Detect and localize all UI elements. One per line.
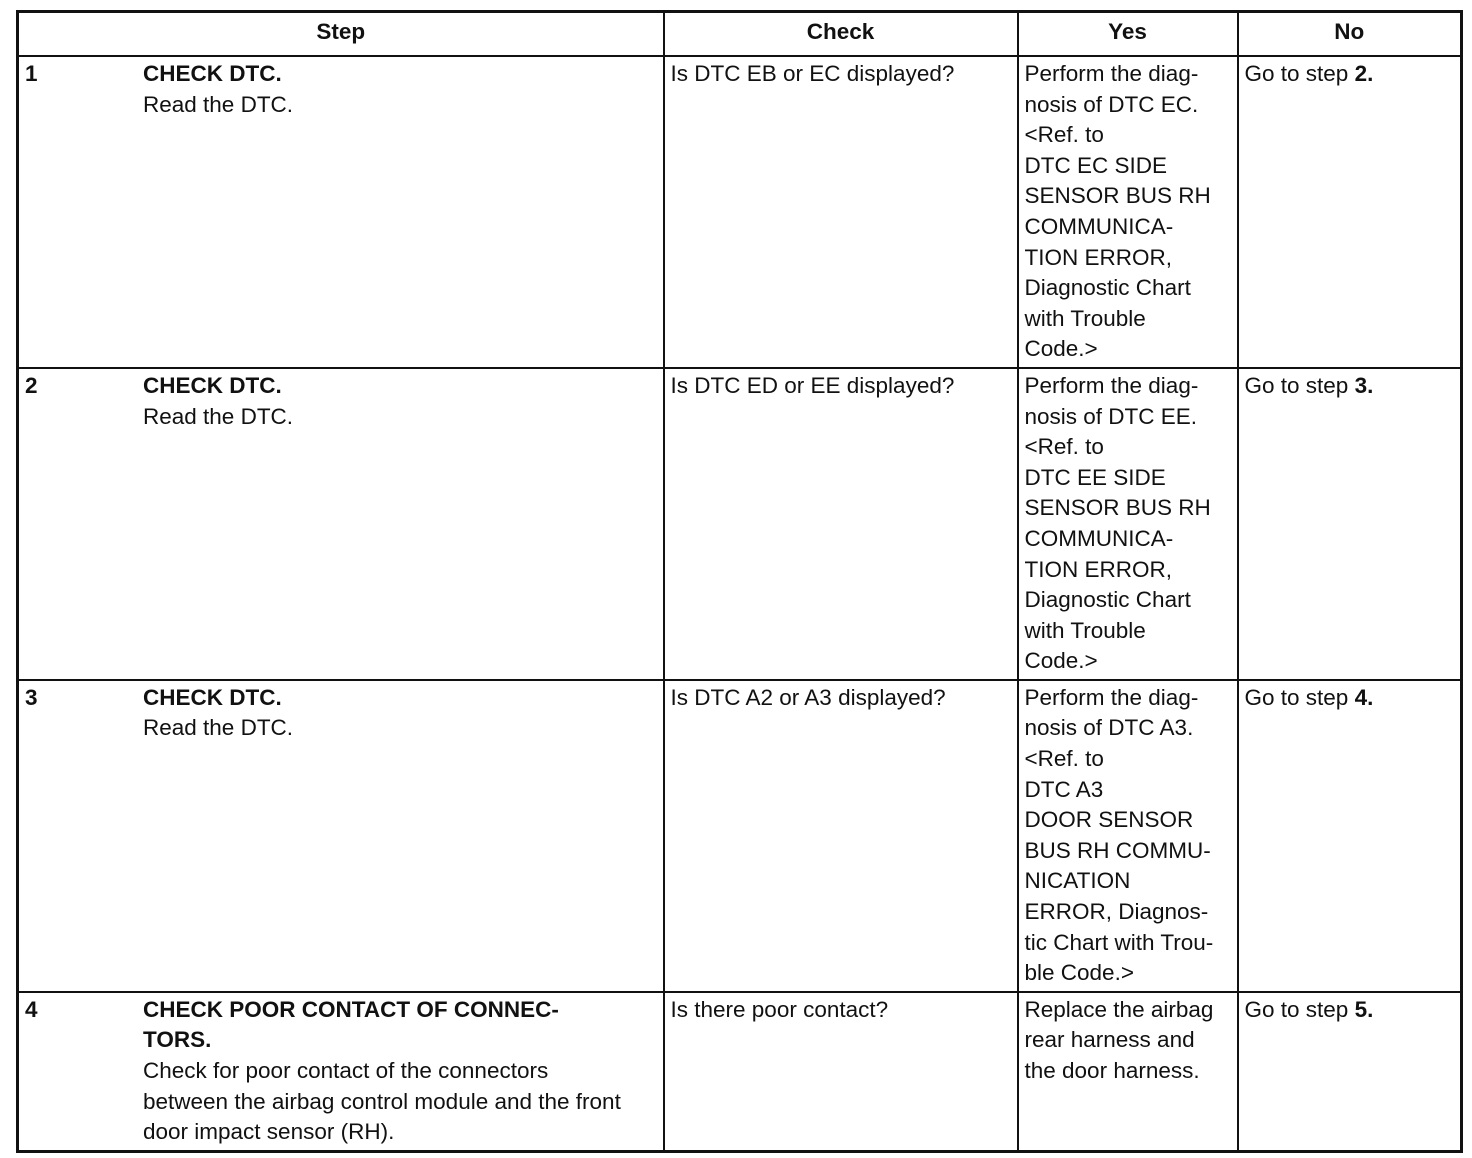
yes-line: with Trouble bbox=[1024, 305, 1146, 331]
yes-line: Perform the diag- bbox=[1024, 61, 1199, 86]
yes-line: DTC EE SIDE bbox=[1024, 464, 1166, 490]
header-row bbox=[18, 12, 1462, 57]
yes-line: Replace the airbag bbox=[1024, 996, 1214, 1022]
yes-line: TION ERROR, bbox=[1024, 556, 1173, 582]
step-description: Check for poor contact of the connectors bbox=[143, 1058, 549, 1083]
check-cell: Is there poor contact? bbox=[664, 992, 1018, 1151]
yes-line: <Ref. to bbox=[1024, 746, 1104, 772]
yes-line: Perform the diag- bbox=[1024, 372, 1199, 398]
header-no: No bbox=[1238, 12, 1462, 57]
header-check: Check bbox=[664, 12, 1018, 57]
no-goto-text: Go to step bbox=[1244, 996, 1355, 1022]
yes-line: Diagnostic Chart bbox=[1024, 275, 1191, 301]
yes-line: SENSOR BUS RH bbox=[1024, 495, 1211, 521]
step-cell bbox=[18, 680, 664, 992]
yes-line: Diagnostic Chart bbox=[1024, 587, 1191, 613]
yes-line: COMMUNICA- bbox=[1024, 213, 1174, 239]
yes-line: <Ref. to bbox=[1024, 434, 1104, 460]
no-goto-text: Go to step bbox=[1244, 372, 1355, 398]
step-title: TORS. bbox=[143, 1027, 212, 1053]
step-cell bbox=[18, 992, 664, 1151]
yes-line: TION ERROR, bbox=[1024, 244, 1173, 270]
step-description: Read the DTC. bbox=[143, 715, 294, 741]
yes-line: SENSOR BUS RH bbox=[1024, 183, 1211, 209]
yes-line: ble Code.> bbox=[1024, 960, 1134, 986]
yes-line: Code.> bbox=[1024, 336, 1098, 362]
yes-line: DTC A3 bbox=[1024, 776, 1104, 802]
table-row bbox=[18, 368, 1462, 680]
yes-line: nosis of DTC EC. bbox=[1024, 91, 1199, 117]
step-description: Read the DTC. bbox=[143, 91, 294, 117]
yes-line: Perform the diag- bbox=[1024, 684, 1199, 710]
step-number: 4 bbox=[25, 996, 38, 1022]
step-number: 1 bbox=[25, 61, 38, 86]
check-cell: Is DTC A2 or A3 displayed? bbox=[664, 680, 1018, 992]
no-cell bbox=[1238, 992, 1462, 1151]
yes-cell bbox=[1018, 680, 1238, 992]
table-row bbox=[18, 992, 1462, 1151]
yes-line: DOOR SENSOR bbox=[1024, 807, 1194, 833]
header-step: Step bbox=[18, 12, 664, 57]
yes-line: with Trouble bbox=[1024, 617, 1146, 643]
no-goto-text: Go to step bbox=[1244, 684, 1355, 710]
step-body bbox=[143, 995, 657, 1148]
check-cell: Is DTC EB or EC displayed? bbox=[664, 56, 1018, 368]
yes-line: <Ref. to bbox=[1024, 122, 1104, 148]
yes-cell bbox=[1018, 56, 1238, 368]
yes-line: DTC EC SIDE bbox=[1024, 152, 1168, 178]
yes-line: nosis of DTC A3. bbox=[1024, 715, 1194, 741]
yes-cell bbox=[1018, 368, 1238, 680]
no-goto-step: 3. bbox=[1354, 372, 1374, 398]
step-body bbox=[143, 683, 657, 744]
step-title: CHECK POOR CONTACT OF CONNEC- bbox=[143, 996, 559, 1022]
table-row bbox=[18, 56, 1462, 368]
yes-line: tic Chart with Trou- bbox=[1024, 929, 1214, 955]
no-goto-step: 5. bbox=[1354, 996, 1374, 1022]
yes-line: BUS RH COMMU- bbox=[1024, 837, 1211, 863]
table-header bbox=[18, 12, 1462, 57]
no-cell bbox=[1238, 56, 1462, 368]
step-description: between the airbag control module and the front bbox=[143, 1088, 621, 1114]
step-number: 2 bbox=[25, 372, 38, 398]
yes-line: ERROR, Diagnos- bbox=[1024, 899, 1209, 925]
yes-line: nosis of DTC EE. bbox=[1024, 403, 1198, 429]
step-cell bbox=[18, 56, 664, 368]
step-description: Read the DTC. bbox=[143, 403, 294, 429]
step-number: 3 bbox=[25, 684, 38, 710]
table-row bbox=[18, 680, 1462, 992]
no-cell bbox=[1238, 368, 1462, 680]
step-body bbox=[143, 371, 657, 432]
no-goto-text: Go to step bbox=[1244, 61, 1355, 86]
step-body bbox=[143, 59, 657, 120]
check-cell: Is DTC ED or EE displayed? bbox=[664, 368, 1018, 680]
yes-line: Code.> bbox=[1024, 648, 1098, 674]
no-goto-step: 2. bbox=[1354, 61, 1374, 86]
yes-line: the door harness. bbox=[1024, 1058, 1200, 1083]
step-description: door impact sensor (RH). bbox=[143, 1119, 395, 1145]
yes-cell bbox=[1018, 992, 1238, 1151]
diagnostic-table bbox=[16, 10, 1463, 1153]
step-title: CHECK DTC. bbox=[143, 372, 282, 398]
yes-line: rear harness and bbox=[1024, 1027, 1195, 1053]
diagnostic-procedure-sheet bbox=[16, 10, 1460, 1153]
no-cell bbox=[1238, 680, 1462, 992]
yes-line: COMMUNICA- bbox=[1024, 525, 1174, 551]
table-body bbox=[18, 56, 1462, 1151]
step-title: CHECK DTC. bbox=[143, 61, 282, 86]
yes-line: NICATION bbox=[1024, 868, 1131, 894]
step-cell bbox=[18, 368, 664, 680]
step-title: CHECK DTC. bbox=[143, 684, 282, 710]
no-goto-step: 4. bbox=[1354, 684, 1374, 710]
header-yes: Yes bbox=[1018, 12, 1238, 57]
